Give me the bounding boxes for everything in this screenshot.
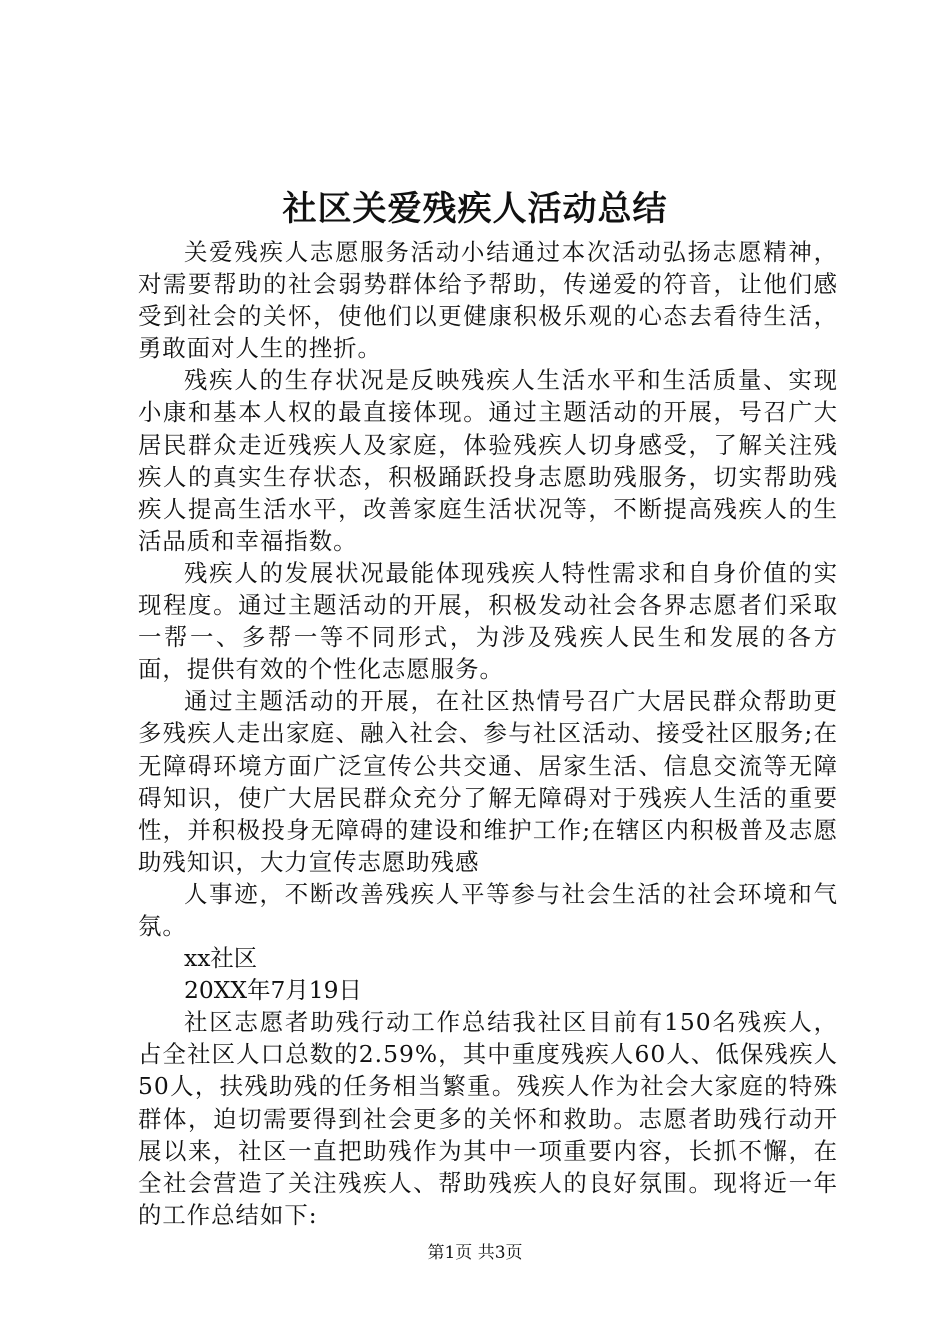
paragraph-3: 残疾人的发展状况最能体现残疾人特性需求和自身价值的实现程度。通过主题活动的开展，积极发动社会各界志愿者们采取一帮一、多帮一等不同形式，为涉及残疾人民生和发展的各方面，提供有效的个性化志愿服务。 bbox=[138, 558, 838, 684]
signature-date: 20XX年7月19日 bbox=[184, 976, 362, 1005]
paragraph-4: 通过主题活动的开展，在社区热情号召广大居民群众帮助更多残疾人走出家庭、融入社会、参与社区活动、接受社区服务;在无障碍环境方面广泛宣传公共交通、居家生活、信息交流等无障碍知识，使广大居民群众充分了解无障碍对于残疾人生活的重要性，并积极投身无障碍的建设和维护工作;在辖区内积极普及志愿助残知识，大力宣传志愿助残感 bbox=[138, 687, 838, 876]
paragraph-2: 残疾人的生存状况是反映残疾人生活水平和生活质量、实现小康和基本人权的最直接体现。通过主题活动的开展，号召广大居民群众走近残疾人及家庭，体验残疾人切身感受，了解关注残疾人的真实生存状态，积极踊跃投身志愿助残服务，切实帮助残疾人提高生活水平，改善家庭生活状况等，不断提高残疾人的生活品质和幸福指数。 bbox=[138, 366, 838, 555]
page-number-footer: 第1页 共3页 bbox=[427, 1243, 523, 1263]
document-body bbox=[138, 236, 838, 1231]
document-title: 社区关爱残疾人活动总结 bbox=[282, 189, 668, 229]
paragraph-1: 关爱残疾人志愿服务活动小结通过本次活动弘扬志愿精神，对需要帮助的社会弱势群体给予帮助，传递爱的符音，让他们感受到社会的关怀，使他们以更健康积极乐观的心态去看待生活，勇敢面对人生的挫折。 bbox=[138, 238, 838, 363]
signature-org: xx社区 bbox=[184, 944, 258, 973]
closing-paragraph: 社区志愿者助残行动工作总结我社区目前有150名残疾人，占全社区人口总数的2.59%，其中重度残疾人60人、低保残疾人50人，扶残助残的任务相当繁重。残疾人作为社会大家庭的特殊群体，迫切需要得到社会更多的关怀和救助。志愿者助残行动开展以来，社区一直把助残作为其中一项重要内容，长抓不懈，在全社会营造了关注残疾人、帮助残疾人的良好氛围。现将近一年的工作总结如下: bbox=[138, 1008, 838, 1229]
paragraph-5: 人事迹，不断改善残疾人平等参与社会生活的社会环境和气氛。 bbox=[138, 879, 838, 940]
